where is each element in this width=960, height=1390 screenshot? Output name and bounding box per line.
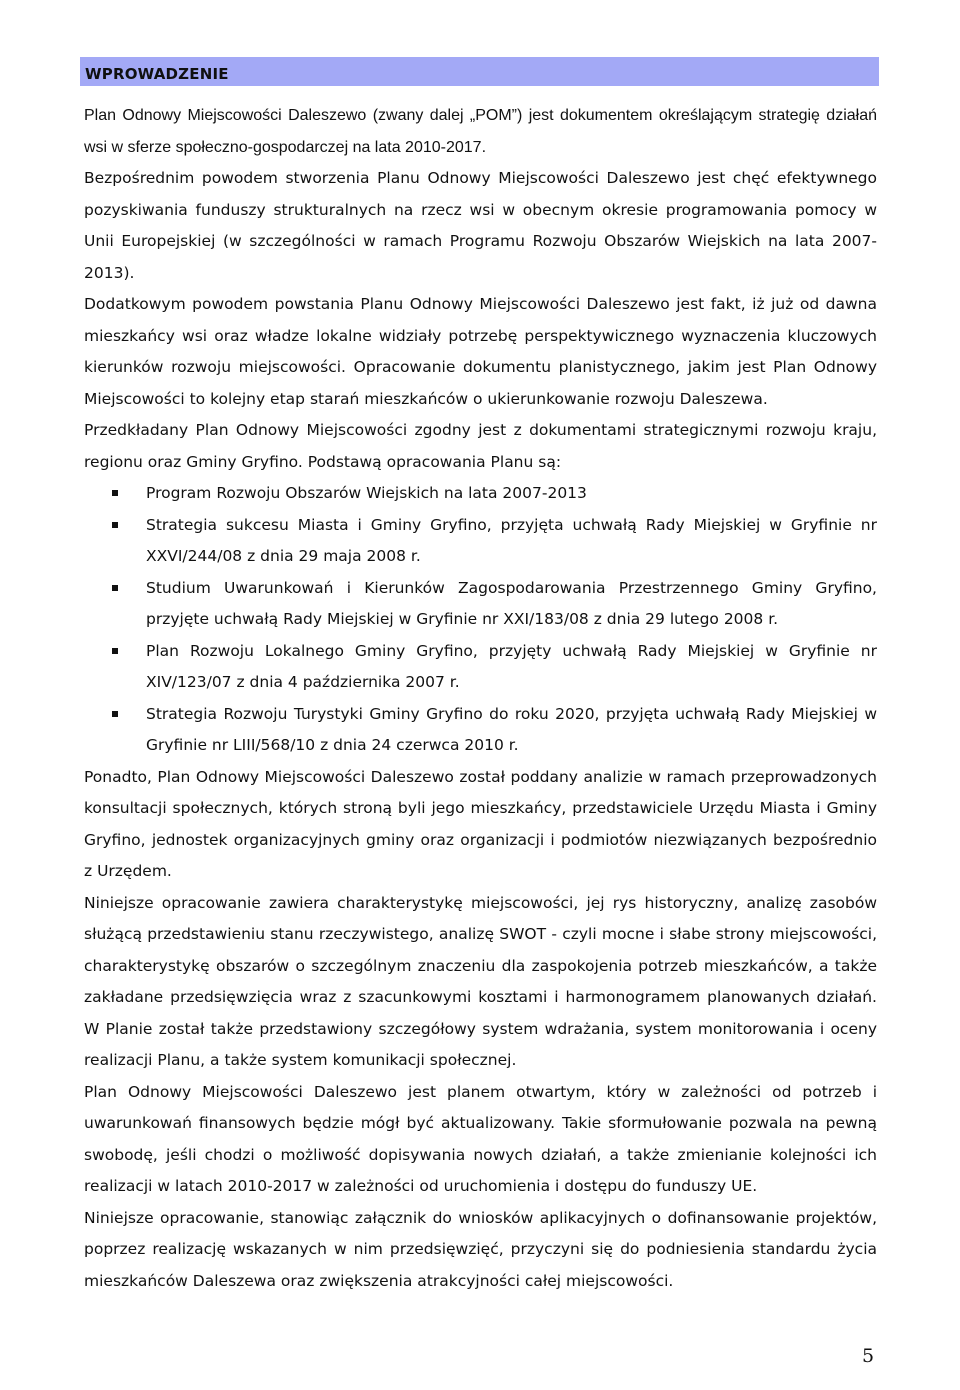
paragraph-basis: Przedkładany Plan Odnowy Miejscowości zgodny jest z dokumentami strategicznymi rozwoju kraju, regionu oraz Gminy Gryfino. Podstawą opracowania Planu są: bbox=[84, 421, 877, 471]
bullet-icon bbox=[112, 585, 118, 591]
list-item: Strategia sukcesu Miasta i Gminy Gryfino, przyjęta uchwałą Rady Miejskiej w Gryfinie nr XXVI/244/08 z dnia 29 maja 2008 r. bbox=[84, 510, 877, 573]
basis-list bbox=[84, 478, 877, 762]
paragraph-open-plan: Plan Odnowy Miejscowości Daleszewo jest planem otwartym, który w zależności od potrzeb i uwarunkowań finansowych będzie mógł być aktualizowany. Takie sformułowanie pozwala na pewną swobodę, jeśli chodzi o możliwość dopisywania nowych działań, a także zmienianie kolejności ich realizacji w latach 2010-2017 w zależności od uruchomienia i dostępu do funduszy UE. bbox=[84, 1082, 877, 1195]
paragraph-reason: Bezpośrednim powodem stworzenia Planu Odnowy Miejscowości Daleszewo jest chęć efektywnego pozyskiwania funduszy strukturalnych na rzecz wsi w obecnym okresie programowania pomocy w Unii Europejskiej (w szczególności w ramach Programu Rozwoju Obszarów Wiejskich na lata 2007-2013). bbox=[84, 169, 877, 282]
bullet-icon bbox=[112, 522, 118, 528]
paragraph-additional-reason: Dodatkowym powodem powstania Planu Odnowy Miejscowości Daleszewo jest fakt, iż już od dawna mieszkańcy wsi oraz władze lokalne widziały potrzebę perspektywicznego wyznaczenia kluczowych kierunków rozwoju miejscowości. Opracowanie dokumentu planistycznego, jakim jest Plan Odnowy Miejscowości to kolejny etap starań mieszkańców o ukierunkowanie rozwoju Daleszewa. bbox=[84, 295, 877, 408]
list-item: Plan Rozwoju Lokalnego Gminy Gryfino, przyjęty uchwałą Rady Miejskiej w Gryfinie nr XIV/123/07 z dnia 4 października 2007 r. bbox=[84, 636, 877, 699]
page-number: 5 bbox=[862, 1345, 875, 1367]
paragraph-intro: Plan Odnowy Miejscowości Daleszewo (zwany dalej „POM”) jest dokumentem określającym strategię działań wsi w sferze społeczno-gospodarczej na lata 2010-2017. bbox=[84, 107, 877, 156]
list-item: Strategia Rozwoju Turystyki Gminy Gryfino do roku 2020, przyjęta uchwałą Rady Miejskiej w Gryfinie nr LIII/568/10 z dnia 24 czerwca 2010 r. bbox=[84, 699, 877, 762]
bullet-icon bbox=[112, 648, 118, 654]
paragraph-conclusion: Niniejsze opracowanie, stanowiąc załącznik do wniosków aplikacyjnych o dofinansowanie projektów, poprzez realizację wskazanych w nim przedsięwzięć, przyczyni się do podniesienia standardu życia mieszkańców Daleszewa oraz zwiększenia atrakcyjności całej miejscowości. bbox=[84, 1208, 877, 1290]
paragraph-contents: Niniejsze opracowanie zawiera charakterystykę miejscowości, jej rys historyczny, analizę zasobów służącą przedstawieniu stanu rzeczywistego, analizę SWOT - czyli mocne i słabe strony miejscowości, charakterystykę obszarów o szczególnym znaczeniu dla zaspokojenia potrzeb mieszkańców, a także zakładane przedsięwzięcia wraz z szacunkowymi kosztami i harmonogramem planowanych działań. W Planie został także przedstawiony szczegółowy system wdrażania, system monitorowania i oceny realizacji Planu, a także system komunikacji społecznej. bbox=[84, 893, 877, 1069]
list-item: Studium Uwarunkowań i Kierunków Zagospodarowania Przestrzennego Gminy Gryfino, przyjęte uchwałą Rady Miejskiej w Gryfinie nr XXI/183/08 z dnia 29 lutego 2008 r. bbox=[84, 573, 877, 636]
document-body bbox=[84, 100, 877, 1297]
paragraph-consultations: Ponadto, Plan Odnowy Miejscowości Daleszewo został poddany analizie w ramach przeprowadzonych konsultacji społecznych, których stroną byli jego mieszkańcy, przedstawiciele Urzędu Miasta i Gminy Gryfino, jednostek organizacyjnych gminy oraz organizacji i podmiotów niezwiązanych bezpośrednio z Urzędem. bbox=[84, 767, 877, 880]
section-heading: WPROWADZENIE bbox=[85, 65, 229, 83]
bullet-icon bbox=[112, 490, 118, 496]
bullet-icon bbox=[112, 711, 118, 717]
list-item: Program Rozwoju Obszarów Wiejskich na lata 2007-2013 bbox=[84, 478, 877, 510]
section-heading-bar bbox=[80, 57, 879, 86]
